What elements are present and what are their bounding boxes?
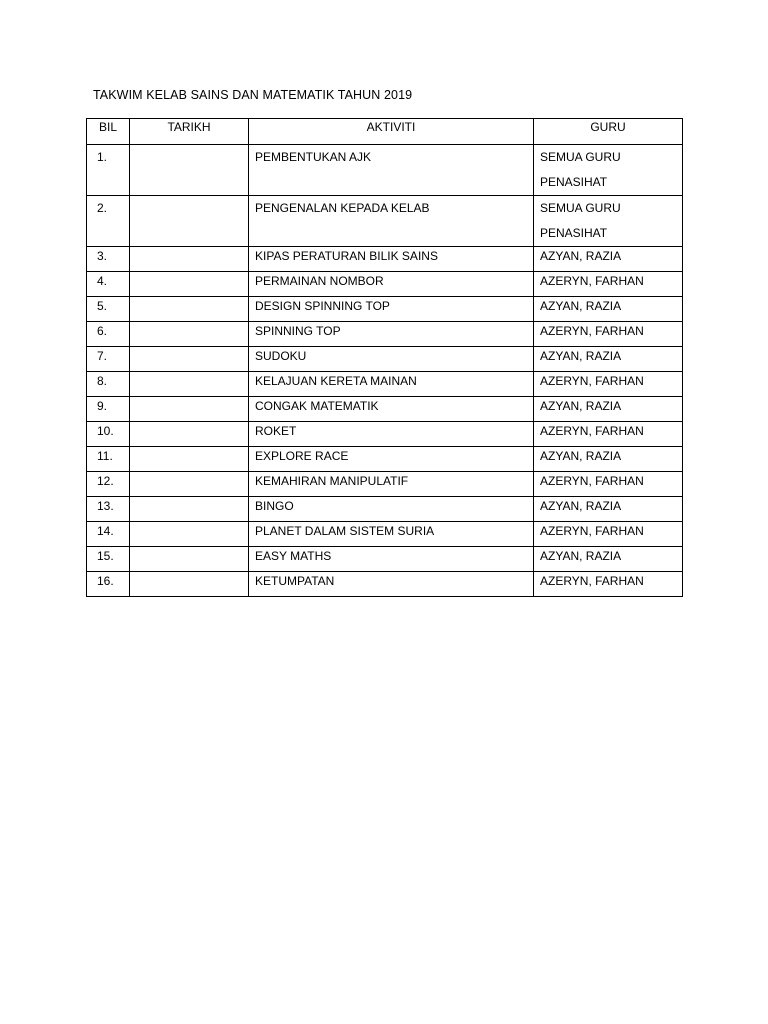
cell-aktiviti: PEMBENTUKAN AJK [249,145,534,196]
cell-bil: 13. [87,497,130,522]
cell-tarikh [130,145,249,196]
table-row [87,547,683,572]
cell-tarikh [130,247,249,272]
cell-tarikh [130,472,249,497]
cell-guru: AZERYN, FARHAN [534,372,683,397]
cell-bil: 10. [87,422,130,447]
cell-tarikh [130,297,249,322]
cell-bil: 6. [87,322,130,347]
cell-guru: AZYAN, RAZIA [534,297,683,322]
cell-guru: AZYAN, RAZIA [534,397,683,422]
cell-tarikh [130,497,249,522]
cell-tarikh [130,422,249,447]
table-row [87,397,683,422]
cell-aktiviti: KIPAS PERATURAN BILIK SAINS [249,247,534,272]
cell-guru: AZYAN, RAZIA [534,347,683,372]
cell-aktiviti: DESIGN SPINNING TOP [249,297,534,322]
cell-guru: AZERYN, FARHAN [534,572,683,597]
cell-guru: AZERYN, FARHAN [534,322,683,347]
cell-guru: AZERYN, FARHAN [534,272,683,297]
cell-aktiviti: KELAJUAN KERETA MAINAN [249,372,534,397]
cell-bil: 4. [87,272,130,297]
cell-guru: AZERYN, FARHAN [534,422,683,447]
table-row [87,247,683,272]
cell-aktiviti: KETUMPATAN [249,572,534,597]
table-row [87,372,683,397]
header-guru: GURU [534,119,683,145]
guru-line: PENASIHAT [540,226,608,240]
cell-aktiviti: BINGO [249,497,534,522]
cell-bil: 1. [87,145,130,196]
cell-aktiviti: ROKET [249,422,534,447]
cell-tarikh [130,322,249,347]
header-tarikh: TARIKH [130,119,249,145]
cell-bil: 5. [87,297,130,322]
cell-aktiviti: EASY MATHS [249,547,534,572]
document-title: TAKWIM KELAB SAINS DAN MATEMATIK TAHUN 2019 [93,88,413,102]
table-row [87,522,683,547]
guru-line: SEMUA GURU [540,201,621,215]
cell-guru [534,145,683,196]
cell-tarikh [130,347,249,372]
cell-guru: AZERYN, FARHAN [534,472,683,497]
cell-aktiviti: CONGAK MATEMATIK [249,397,534,422]
cell-tarikh [130,572,249,597]
cell-bil: 14. [87,522,130,547]
cell-tarikh [130,397,249,422]
cell-bil: 11. [87,447,130,472]
guru-line: PENASIHAT [540,175,608,189]
cell-aktiviti: EXPLORE RACE [249,447,534,472]
cell-guru: AZERYN, FARHAN [534,522,683,547]
cell-aktiviti: SPINNING TOP [249,322,534,347]
table-row [87,297,683,322]
guru-line: SEMUA GURU [540,150,621,164]
cell-tarikh [130,372,249,397]
cell-guru: AZYAN, RAZIA [534,247,683,272]
cell-guru: AZYAN, RAZIA [534,497,683,522]
cell-bil: 9. [87,397,130,422]
table-header-row [87,119,683,145]
cell-aktiviti: KEMAHIRAN MANIPULATIF [249,472,534,497]
cell-guru: AZYAN, RAZIA [534,547,683,572]
cell-tarikh [130,272,249,297]
cell-aktiviti: PERMAINAN NOMBOR [249,272,534,297]
cell-bil: 3. [87,247,130,272]
header-bil: BIL [87,119,130,145]
cell-tarikh [130,196,249,247]
cell-tarikh [130,447,249,472]
cell-bil: 2. [87,196,130,247]
table-row [87,422,683,447]
table-row [87,447,683,472]
table-row [87,145,683,196]
cell-aktiviti: SUDOKU [249,347,534,372]
table-row [87,272,683,297]
cell-tarikh [130,547,249,572]
cell-bil: 15. [87,547,130,572]
table-row [87,347,683,372]
table-row [87,196,683,247]
table-row [87,322,683,347]
schedule-table [86,118,683,597]
cell-bil: 8. [87,372,130,397]
cell-aktiviti: PENGENALAN KEPADA KELAB [249,196,534,247]
cell-aktiviti: PLANET DALAM SISTEM SURIA [249,522,534,547]
cell-bil: 7. [87,347,130,372]
cell-tarikh [130,522,249,547]
table-row [87,572,683,597]
cell-guru [534,196,683,247]
table-row [87,497,683,522]
table-body [87,145,683,597]
cell-guru: AZYAN, RAZIA [534,447,683,472]
cell-bil: 12. [87,472,130,497]
table-row [87,472,683,497]
cell-bil: 16. [87,572,130,597]
header-aktiviti: AKTIVITI [249,119,534,145]
